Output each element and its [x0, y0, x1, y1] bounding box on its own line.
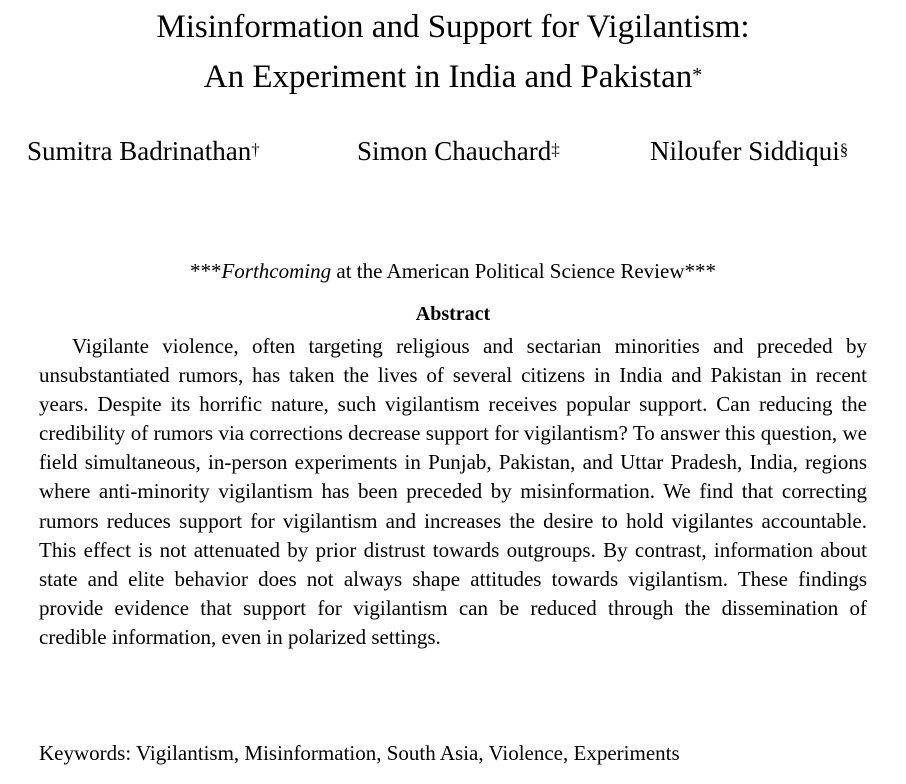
paper-title-line-2 — [0, 53, 906, 101]
author-3 — [650, 133, 848, 169]
author-2 — [357, 133, 560, 169]
title-footnote-mark: * — [692, 64, 703, 86]
author-3-name: Niloufer Siddiqui — [650, 136, 840, 166]
publication-note — [0, 257, 906, 285]
keywords-line: Keywords: Vigilantism, Misinformation, South Asia, Violence, Experiments — [39, 741, 680, 765]
abstract-heading: Abstract — [415, 303, 491, 325]
author-3-footnote-mark: § — [839, 140, 849, 159]
author-1-name: Sumitra Badrinathan — [27, 136, 252, 166]
author-2-footnote-mark: ‡ — [551, 140, 560, 159]
publication-note-venue: at the American Political Science Review*** — [331, 259, 717, 283]
title-text-1: Misinformation and Support for Vigilantism: — [156, 9, 750, 45]
author-1-footnote-mark: † — [251, 140, 260, 159]
paper-title-line-1 — [0, 3, 906, 51]
publication-note-prefix: *** — [189, 259, 222, 283]
author-1 — [27, 133, 260, 169]
abstract-text: Vigilante violence, often targeting religious and sectarian minorities and preceded by unsubstantiated rumors, has taken the lives of several citizens in India and Pakistan in recent years. Despite its horrific nature, such vigilantism receives popular support. Can reducing the credibility of rumors via corrections decrease support for vigilantism? To answer this question, we field simultaneous, in-person experiments in Punjab, Pakistan, and Uttar Pradesh, India, regions where anti-minority vigilantism has been preceded by misinformation. We find that correcting rumors reduces support for vigilantism and increases the desire to hold vigilantes accountable. This effect is not attenuated by prior distrust towards outgroups. By contrast, information about state and elite behavior does not always shape attitudes towards vigilantism. These findings provide evidence that support for vigilantism can be reduced through the dissemination of credible information, even in polarized settings. — [39, 334, 867, 649]
author-2-name: Simon Chauchard — [357, 136, 552, 166]
publication-note-forthcoming: Forthcoming — [221, 259, 332, 283]
title-text-2: An Experiment in India and Pakistan — [203, 59, 693, 95]
